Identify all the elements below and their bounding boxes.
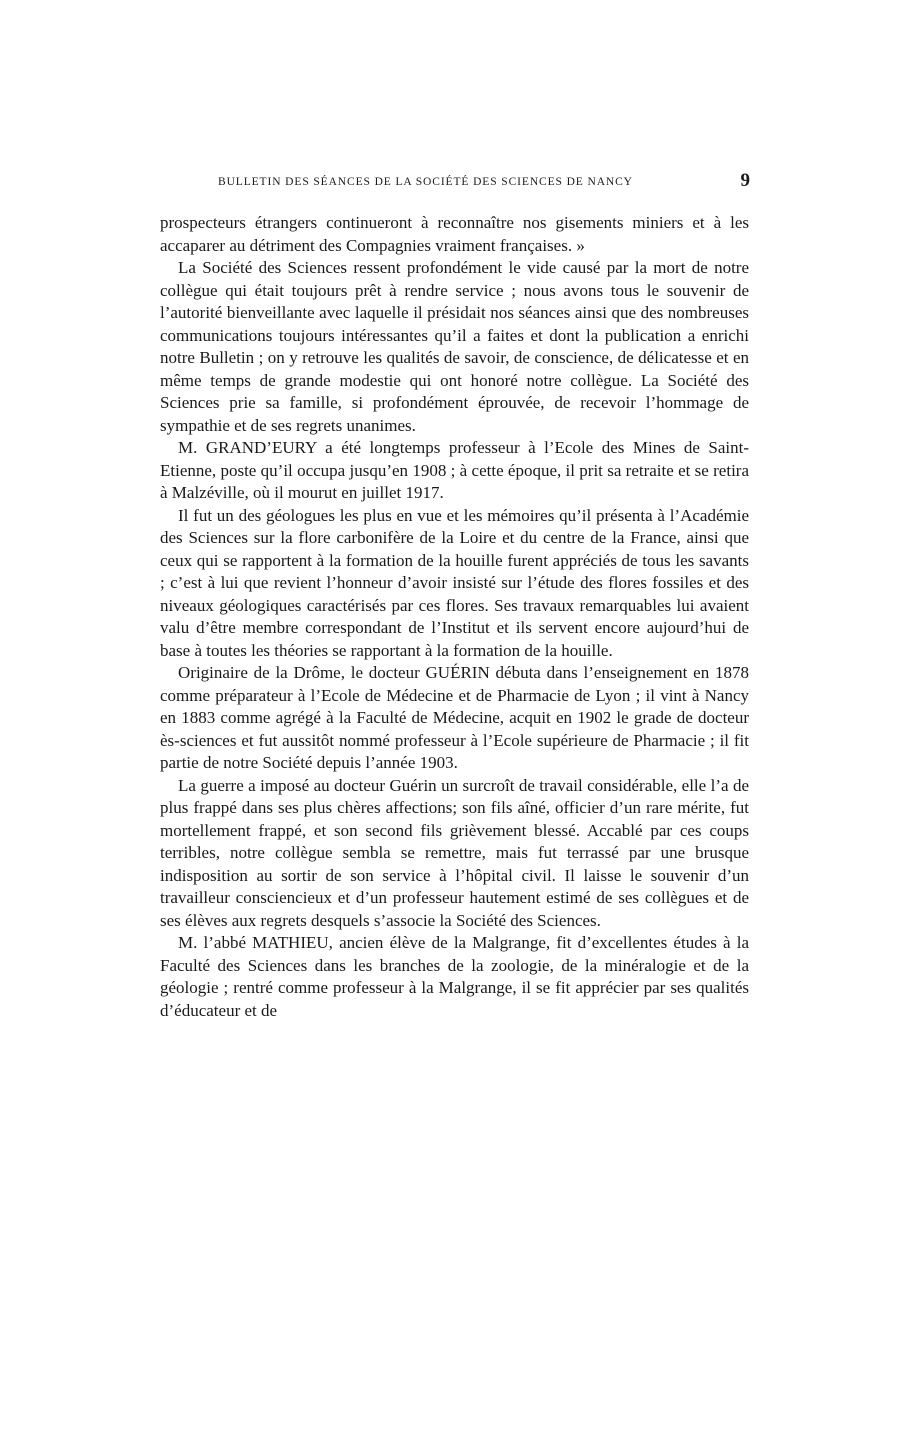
- paragraph-grand-eury-travaux: Il fut un des géologues les plus en vue et les mémoires qu’il présenta à l’Académie des Sciences sur la flore carbonifère de la Loire et du centre de la France, ainsi que ceux qui se rapportent à la formation de la houille furent appréciés de tous les savants ; c’est à lui que revient l’honneur d’avoir insisté sur l’étude des flores fossiles et des niveaux géologiques caractérisés par ces flores. Ses travaux remarquables lui avaient valu d’être membre correspondant de l’Institut et ils servent encore aujourd’hui de base à toutes les théories se rapportant à la formation de la houille.: [160, 505, 749, 660]
- paragraph-societe-hommage: La Société des Sciences ressent profondément le vide causé par la mort de notre collègue qui était toujours prêt à rendre service ; nous avons tous le souvenir de l’autorité bienveillante avec laquelle il présidait nos séances ainsi que des nombreuses communications toujours intéressantes qu’il a faites et dont la publication a enrichi notre Bulletin ; on y retrouve les qualités de savoir, de conscience, de délicatesse et en même temps de grande modestie qui ont honoré notre collègue. La Société des Sciences prie sa famille, si profondément éprouvée, de recevoir l’hommage de sympathie et de ses regrets unanimes.: [160, 258, 749, 435]
- paragraph-continuation: prospecteurs étrangers continueront à reconnaître nos gisements miniers et à les accaparer au détriment des Compagnies vraiment françaises. »: [160, 213, 749, 255]
- page-number: 9: [740, 170, 750, 191]
- paragraph-guerin-guerre: La guerre a imposé au docteur Guérin un surcroît de travail considérable, elle l’a de plus frappé dans ses plus chères affections; son fils aîné, officier d’un rare mérite, fut mortellement frappé, et son second fils grièvement blessé. Accablé par ces coups terribles, notre collègue sembla se remettre, mais fut terrassé par une brusque indisposition au sortir de son service à l’hôpital civil. Il laisse le souvenir d’un travailleur consciencieux et d’un professeur hautement estimé de ses collègues et de ses élèves aux regrets desquels s’associe la Société des Sciences.: [160, 775, 749, 930]
- paragraph-mathieu: M. l’abbé MATHIEU, ancien élève de la Malgrange, fit d’excellentes études à la Faculté des Sciences dans les branches de la zoologie, de la minéralogie et de la géologie ; rentré comme professeur à la Malgrange, il se fit apprécier par ses qualités d’éducateur et de: [160, 933, 749, 1020]
- running-header: [160, 170, 750, 194]
- paragraph-grand-eury: M. GRAND’EURY a été longtemps professeur à l’Ecole des Mines de Saint-Etienne, poste qu’il occupa jusqu’en 1908 ; à cette époque, il prit sa retraite et se retira à Malzéville, où il mourut en juillet 1917.: [160, 438, 749, 502]
- header-title: BULLETIN DES SÉANCES DE LA SOCIÉTÉ DES SCIENCES DE NANCY: [218, 176, 633, 188]
- paragraph-guerin: Originaire de la Drôme, le docteur GUÉRIN débuta dans l’enseignement en 1878 comme préparateur à l’Ecole de Médecine et de Pharmacie de Lyon ; il vint à Nancy en 1883 comme agrégé à la Faculté de Médecine, acquit en 1902 le grade de docteur ès-sciences et fut aussitôt nommé professeur à l’Ecole supérieure de Pharmacie ; il fit partie de notre Société depuis l’année 1903.: [160, 663, 749, 772]
- body-text: [160, 212, 749, 1022]
